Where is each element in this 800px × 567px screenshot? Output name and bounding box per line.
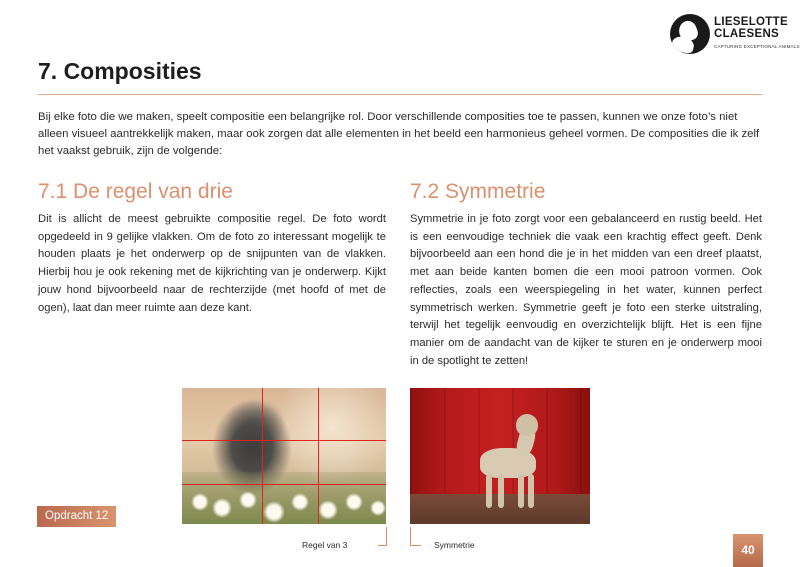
brand-tagline: CAPTURING EXCEPTIONAL ANIMALS: [714, 44, 800, 49]
section-body-rule-of-thirds: Dit is allicht de meest gebruikte compositie regel. De foto wordt opgedeeld in 9 gelijke vlakken. Om de foto zo interessant mogelijk te houden plaats je het onderwerp op de snijpunten van de vlakken. Hierbij hou je ook rekening met de kijkrichting van je onderwerp. Kijkt jouw hond bijvoorbeeld naar de rechterzijde (met hoofd of met de ogen), laat dan meer ruimte aan deze kant.: [38, 213, 386, 314]
rule-of-thirds-photo: [182, 388, 386, 524]
brand-logo: [670, 14, 800, 58]
brand-name-line2: CLAESENS: [714, 28, 780, 40]
dog-leg: [486, 474, 492, 508]
thirds-grid-horizontal-1: [182, 440, 386, 441]
thirds-grid-vertical-2: [318, 388, 319, 524]
dog-silhouette-icon: [670, 14, 710, 54]
intro-paragraph: Bij elke foto die we maken, speelt compositie een belangrijke rol. Door verschillende composities toe te passen, kunnen we onze foto’s niet alleen visueel aantrekkelijk maken, maar ook zorgen dat alle elementen in het beeld een harmonieus geheel vormen. De composities die ik zelf het vaakst gebruik, zijn de volgende:: [38, 111, 760, 158]
section-heading-rule-of-thirds: 7.1 De regel van drie: [38, 180, 233, 203]
brand-name: [714, 16, 788, 40]
left-photo-caption: Regel van 3: [302, 540, 348, 550]
title-divider: [38, 94, 762, 95]
page-number: 40: [733, 534, 763, 567]
thirds-grid-horizontal-2: [182, 484, 386, 485]
page-title: 7. Composities: [38, 58, 202, 84]
right-photo-caption: Symmetrie: [434, 540, 475, 550]
dog-leg: [518, 474, 524, 508]
daffodil-field: [182, 472, 386, 524]
brand-name-line1: LIESELOTTE: [714, 16, 788, 28]
section-body-symmetry: Symmetrie in je foto zorgt voor een gebalanceerd en rustig beeld. Het is een eenvoudige techniek die vaak een krachtig effect geeft. Denk bijvoorbeeld aan een hond die je in het midden van een dreef plaatst, met aan beide kanten bomen die een mooi patroon vormen. Ook reflecties, zoals een weerspiegeling in het water, kunnen perfect symmetrisch werken. Symmetrie geeft je foto een sterke uitstraling, terwijl het tegelijk eenvoudig en overzichtelijk blijft. Het is een fijne manier om de aandacht van de kijker te sturen en je onderwerp mooi in de spotlight te zetten!: [410, 213, 762, 367]
section-heading-symmetry: 7.2 Symmetrie: [410, 180, 546, 203]
right-caption-bracket: [410, 527, 421, 546]
left-caption-bracket: [378, 527, 387, 546]
dog-leg: [528, 474, 534, 508]
dog-leg: [498, 474, 504, 508]
assignment-badge: Opdracht 12: [37, 506, 116, 527]
thirds-grid-vertical-1: [262, 388, 263, 524]
dog-head: [516, 414, 538, 436]
symmetry-photo: [410, 388, 590, 524]
